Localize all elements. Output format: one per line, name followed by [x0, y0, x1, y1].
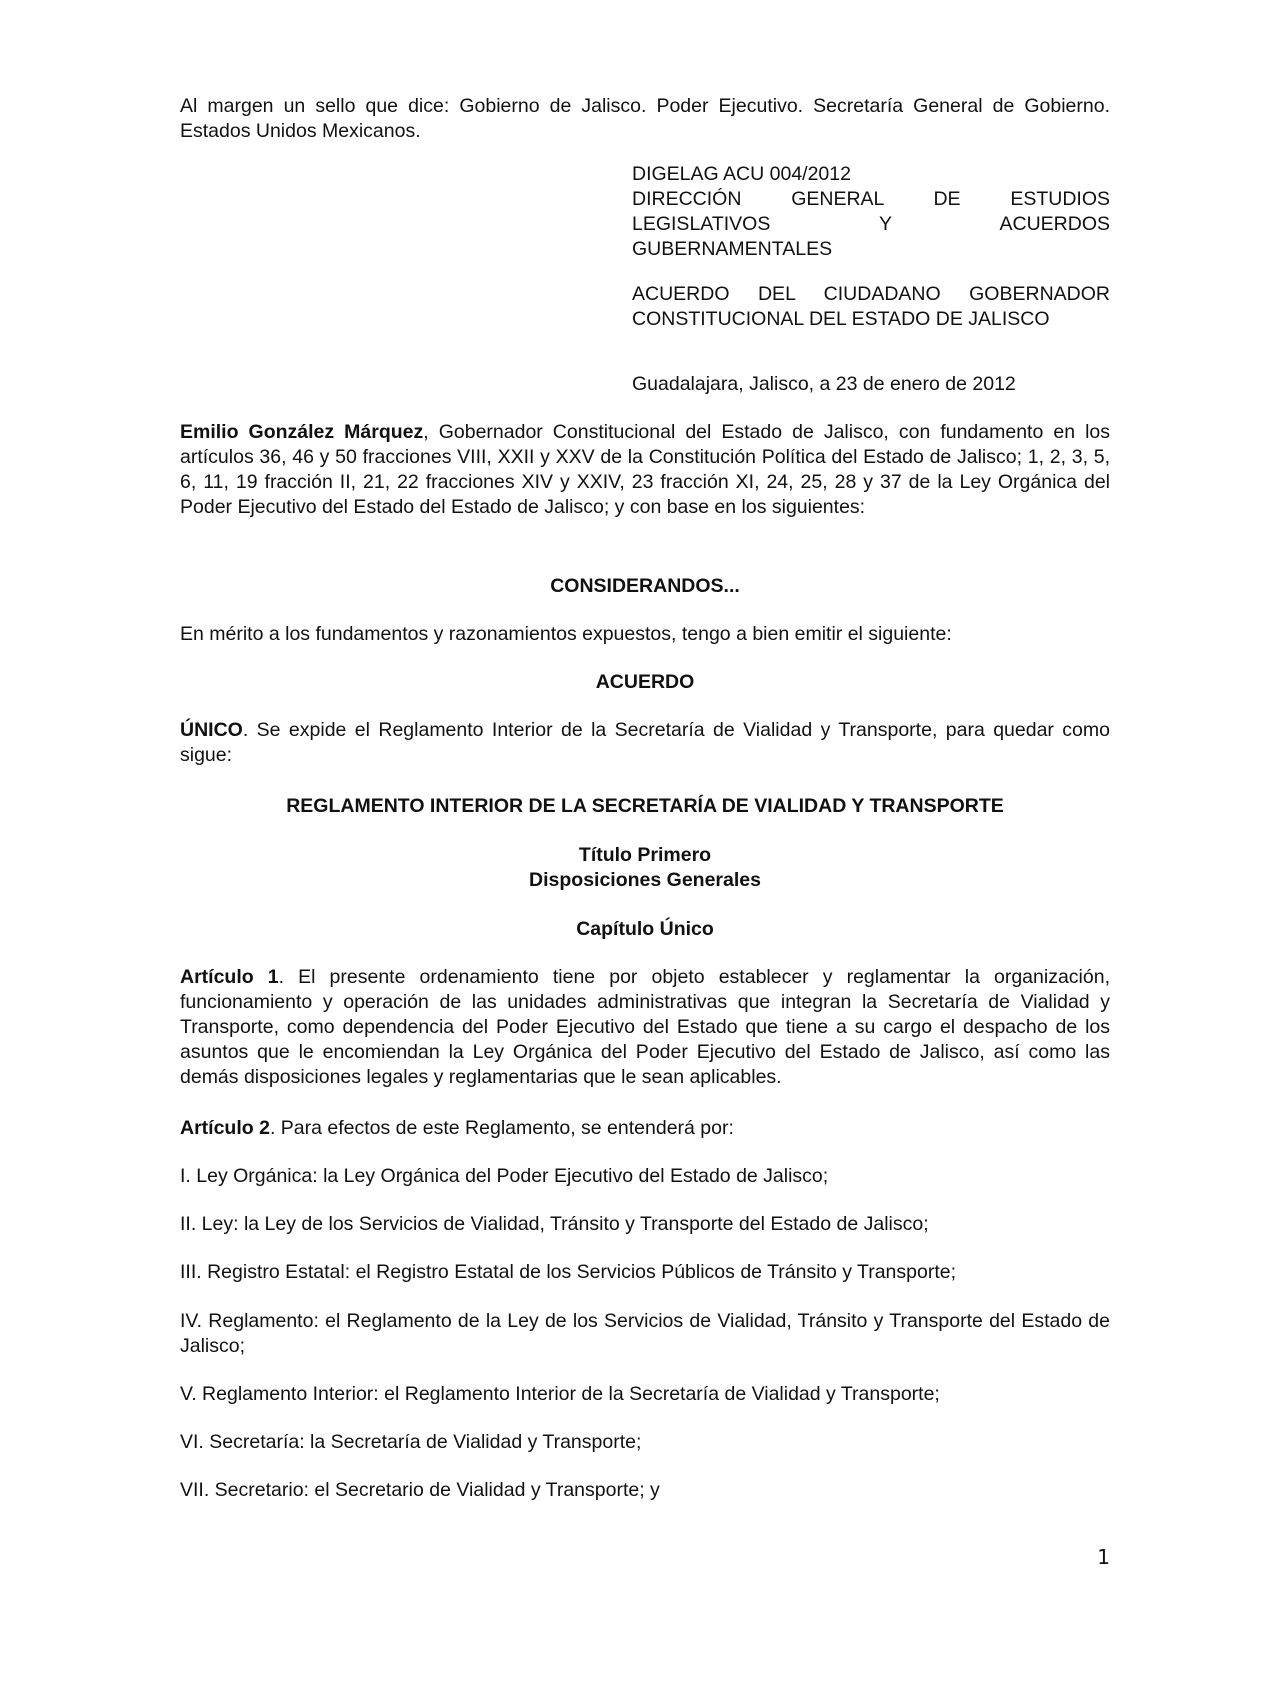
margin-note: Al margen un sello que dice: Gobierno de Jalisco. Poder Ejecutivo. Secretaría General de Gobierno. Estados Unidos Mexicanos.	[180, 95, 1110, 142]
preamble-paragraph	[180, 420, 1110, 520]
articulo-1-paragraph	[180, 965, 1110, 1090]
direccion-line-1: DIRECCIÓN GENERAL DE ESTUDIOS	[632, 188, 1110, 210]
page-number: 1	[1097, 1545, 1110, 1569]
acuerdo-heading: ACUERDO	[595, 671, 695, 693]
reglamento-title: REGLAMENTO INTERIOR DE LA SECRETARÍA DE VIALIDAD Y TRANSPORTE	[286, 795, 1004, 817]
acuerdo-line-2: CONSTITUCIONAL DEL ESTADO DE JALISCO	[632, 308, 1050, 330]
definition-item: IV. Reglamento: el Reglamento de la Ley de los Servicios de Vialidad, Tránsito y Transporte del Estado de Jalisco;	[180, 1310, 1110, 1357]
considerandos-heading: CONSIDERANDOS...	[550, 575, 740, 597]
definition-item: VI. Secretaría: la Secretaría de Vialidad y Transporte;	[180, 1431, 642, 1453]
unico-text: . Se expide el Reglamento Interior de la Secretaría de Vialidad y Transporte, para quedar como sigue:	[180, 719, 1110, 766]
definition-item: II. Ley: la Ley de los Servicios de Vialidad, Tránsito y Transporte del Estado de Jalisco;	[180, 1213, 929, 1235]
direccion-line-2: LEGISLATIVOS Y ACUERDOS	[632, 213, 1110, 235]
articulo-2-label: Artículo 2	[180, 1117, 270, 1139]
merito-paragraph: En mérito a los fundamentos y razonamientos expuestos, tengo a bien emitir el siguiente:	[180, 623, 952, 645]
definition-item: VII. Secretario: el Secretario de Vialidad y Transporte; y	[180, 1479, 660, 1501]
preamble-text: , Gobernador Constitucional del Estado de Jalisco, con fundamento en los artículos 36, 46 y 50 fracciones VIII, XXII y XXV de la Constitución Política del Estado de Jalisco; 1, 2, 3, 5, 6, 11, 19 fracción II, 21, 22 fracciones XIV y XXIV, 23 fracción XI, 24, 25, 28 y 37 de la Ley Orgánica del Poder Ejecutivo del Estado del Estado de Jalisco; y con base en los siguientes:	[180, 421, 1110, 518]
unico-paragraph	[180, 718, 1110, 768]
direccion-line-3: GUBERNAMENTALES	[632, 238, 833, 260]
capitulo-heading: Capítulo Único	[576, 918, 714, 940]
definition-item: I. Ley Orgánica: la Ley Orgánica del Poder Ejecutivo del Estado de Jalisco;	[180, 1165, 829, 1187]
articulo-1-label: Artículo 1	[180, 966, 279, 988]
place-date: Guadalajara, Jalisco, a 23 de enero de 2012	[632, 373, 1016, 395]
disposiciones-heading: Disposiciones Generales	[529, 869, 761, 891]
header-right-block	[632, 162, 1110, 262]
acuerdo-line-1: ACUERDO DEL CIUDADANO GOBERNADOR	[632, 283, 1110, 305]
articulo-1-text: . El presente ordenamiento tiene por objeto establecer y reglamentar la organización, funcionamiento y operación de las unidades administrativas que integran la Secretaría de Vialidad y Transporte, como dependencia del Poder Ejecutivo del Estado que tiene a su cargo el despacho de los asuntos que le encomiendan la Ley Orgánica del Poder Ejecutivo del Estado de Jalisco, así como las demás disposiciones legales y reglamentarias que le sean aplicables.	[180, 966, 1110, 1088]
titulo-heading: Título Primero	[578, 844, 712, 866]
articulo-2-paragraph	[180, 1116, 1110, 1141]
document-code: DIGELAG ACU 004/2012	[632, 163, 851, 185]
definition-item: V. Reglamento Interior: el Reglamento Interior de la Secretaría de Vialidad y Transporte;	[180, 1383, 940, 1405]
acuerdo-heading-block	[632, 282, 1110, 332]
unico-label: ÚNICO	[180, 719, 243, 741]
definition-item: III. Registro Estatal: el Registro Estatal de los Servicios Públicos de Tránsito y Transporte;	[180, 1261, 957, 1283]
articulo-2-text: . Para efectos de este Reglamento, se entenderá por:	[269, 1117, 734, 1139]
governor-name: Emilio González Márquez	[180, 421, 424, 443]
